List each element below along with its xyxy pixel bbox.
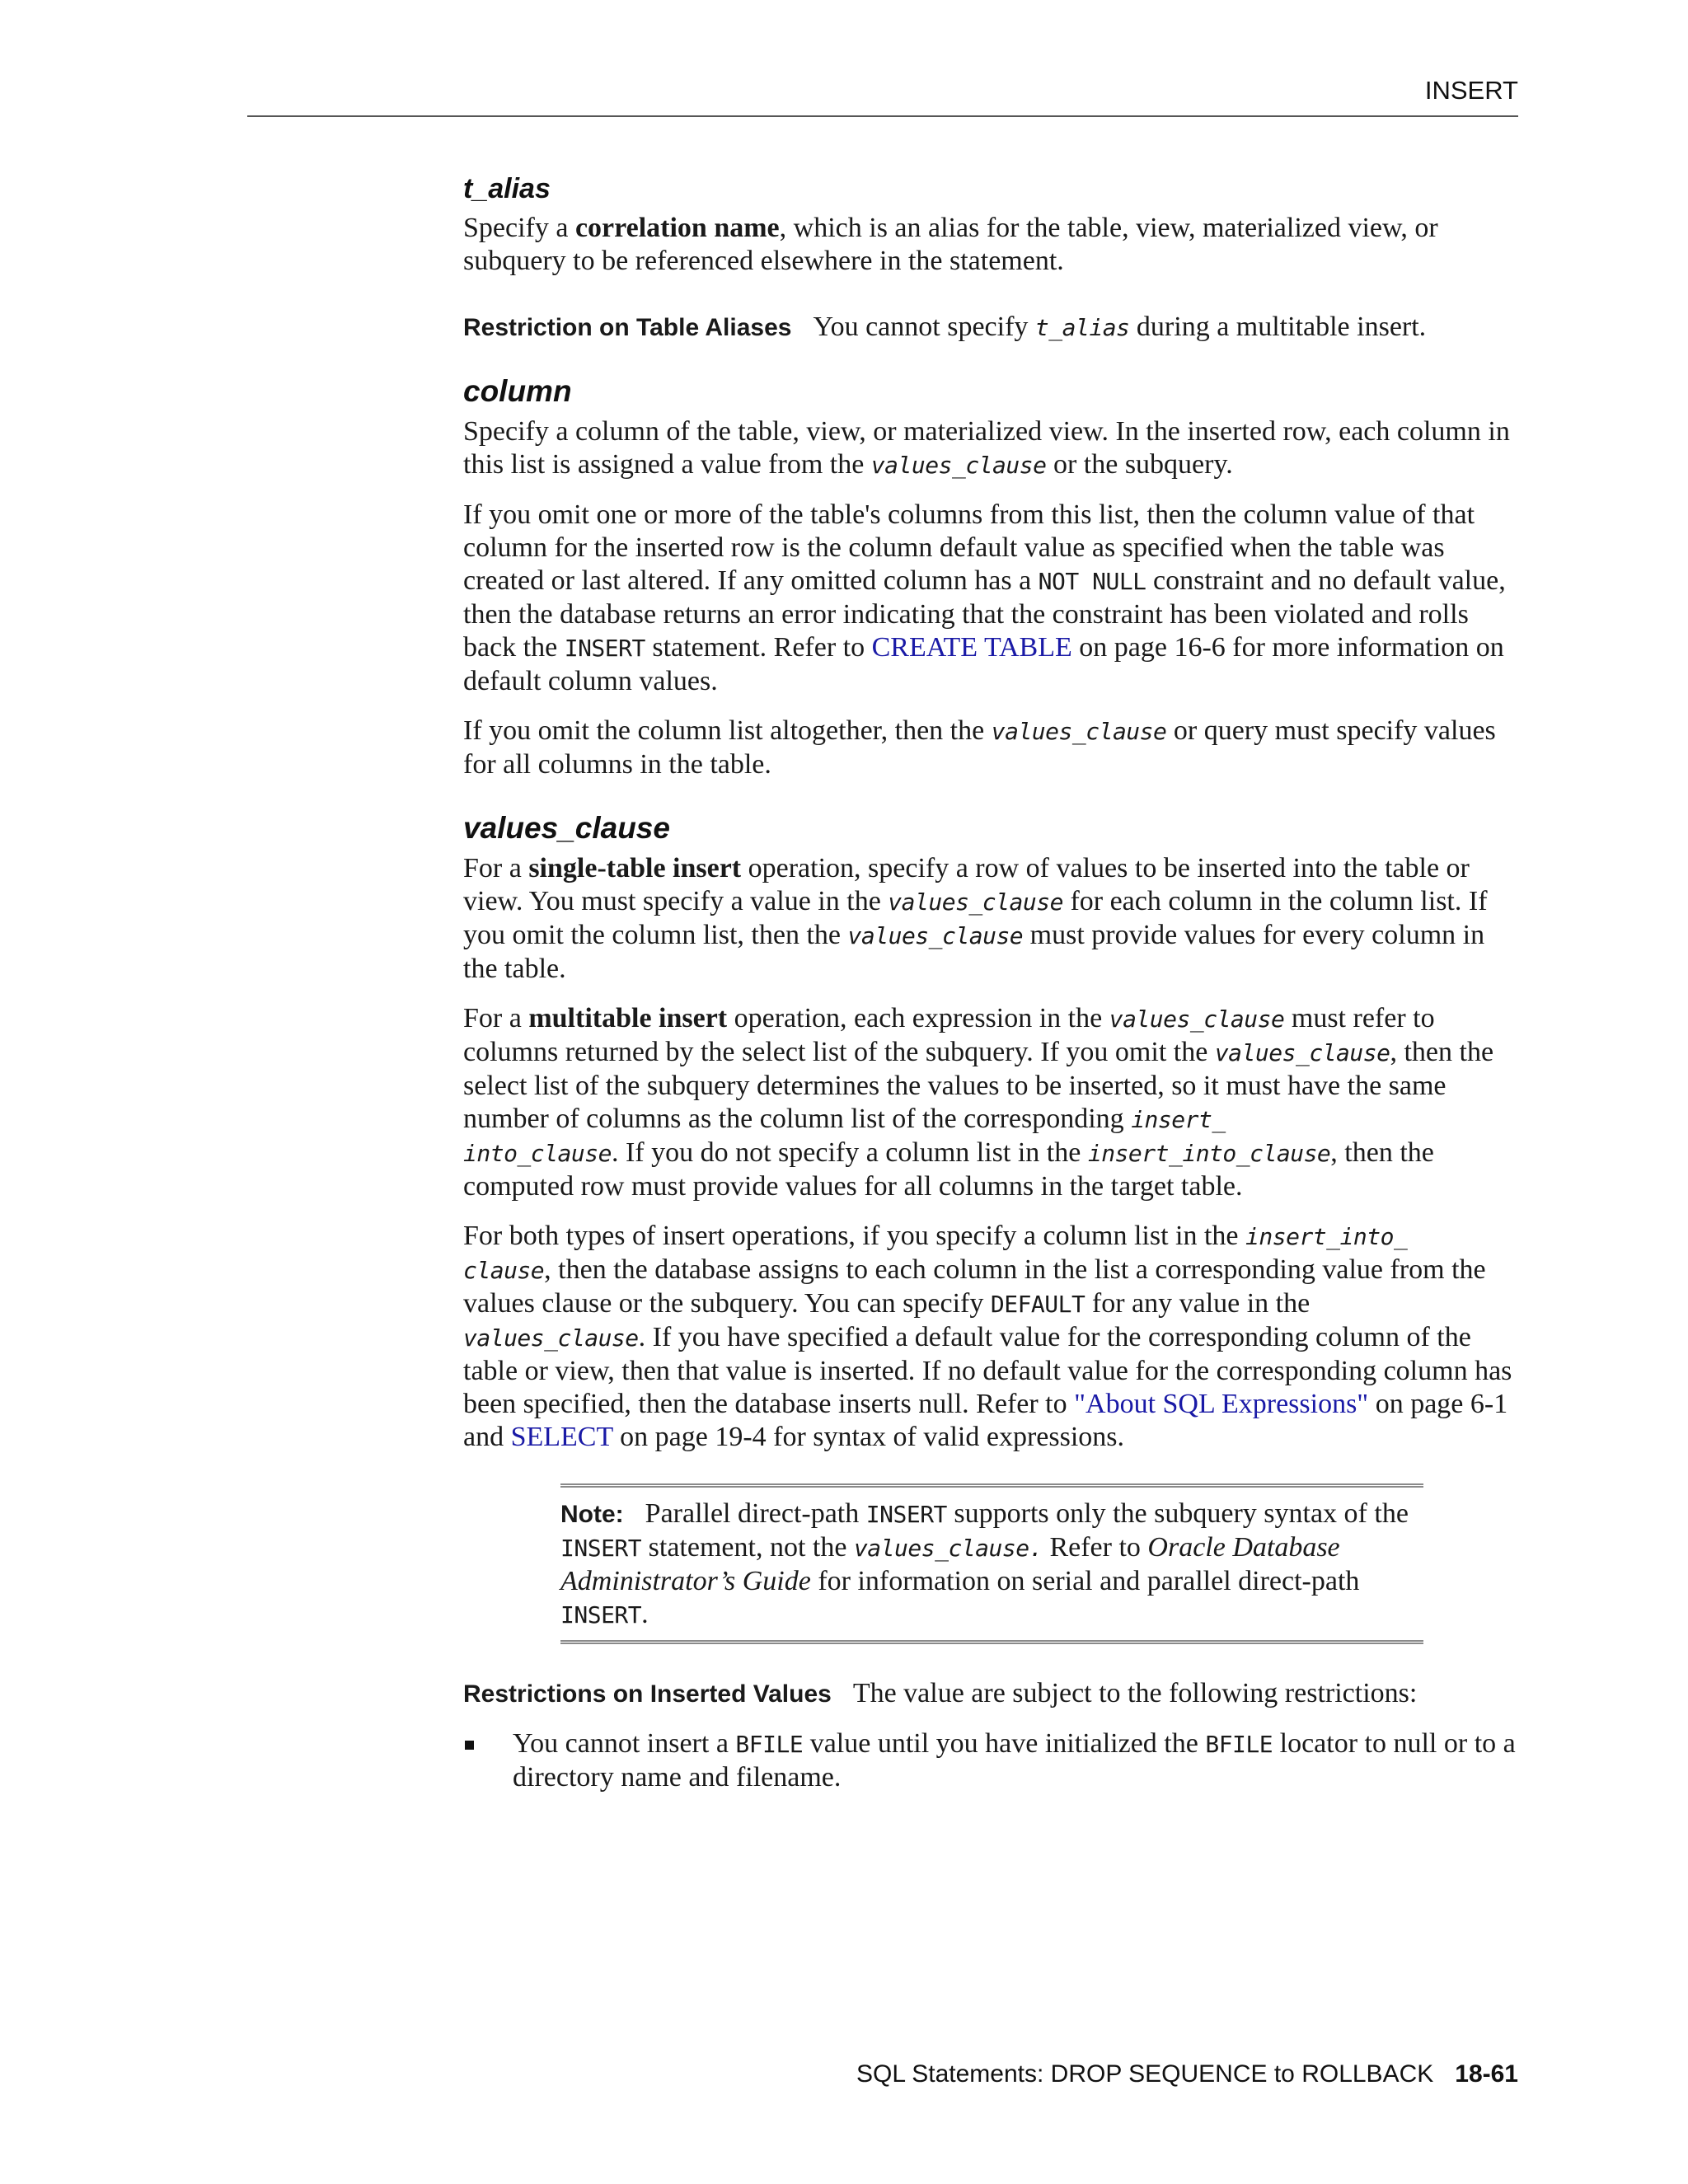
column-paragraph-2: If you omit one or more of the table's columns from this list, then the column value of that column for the inserted row is the column default value as specified when the table was created or last altered. If any omitted column has a NOT NULL constraint and no default value, then the database returns an error indicating that the constraint has been violated and rolls back the INSERT statement. Refer to CREATE TABLE on page 16-6 for more information on default column values. xyxy=(463,499,1506,696)
values-clause-paragraph-1: For a single-table insert operation, specify a row of values to be inserted into the table or view. You must specify a value in the values_clause for each column in the column list. If you omit the column list, then the values_clause must provide values for every column in the table. xyxy=(463,853,1488,984)
column-paragraph-1: Specify a column of the table, view, or materialized view. In the inserted row, each column in this list is assigned a value from the values_clause or the subquery. xyxy=(463,416,1510,480)
running-title: INSERT xyxy=(1424,76,1518,105)
footer-chapter-title: SQL Statements: DROP SEQUENCE to ROLLBACK xyxy=(856,2060,1434,2088)
t-alias-description: Specify a correlation name, which is an alias for the table, view, materialized view, or subquery to be referenced elsewhere in the statement. xyxy=(463,213,1438,276)
restrictions-heading: Restrictions on Inserted Values xyxy=(463,1680,832,1708)
bullet-icon xyxy=(465,1741,474,1750)
section-restrictions xyxy=(463,1677,1522,1794)
code-t-alias: t_alias xyxy=(1034,314,1130,341)
section-values-clause xyxy=(463,811,1522,1454)
column-paragraph-3: If you omit the column list altogether, then the values_clause or query must specify values for all columns in the table. xyxy=(463,715,1496,780)
link-about-sql-expressions[interactable]: "About SQL Expressions" xyxy=(1074,1389,1369,1419)
link-create-table[interactable]: CREATE TABLE xyxy=(871,632,1072,663)
term-correlation-name: correlation name xyxy=(574,213,780,243)
page-header xyxy=(247,73,1518,117)
section-t-alias xyxy=(463,173,1522,344)
section-column xyxy=(463,374,1522,781)
heading-t-alias: t_alias xyxy=(463,173,551,204)
values-clause-paragraph-2: For a multitable insert operation, each expression in the values_clause must refer to columns returned by the select list of the subquery. If you omit the values_clause, then the select list of the subquery determines the values to be inserted, so it must have the same number of columns as the column list of the corresponding insert_ into_clause. If you do not specify a column list in the insert_into_clause, then the computed row must provide values for all columns in the target table. xyxy=(463,1003,1494,1202)
heading-values-clause: values_clause xyxy=(463,811,670,845)
link-select[interactable]: SELECT xyxy=(510,1422,613,1452)
note-label: Note: xyxy=(560,1501,624,1528)
restriction-heading: Restriction on Table Aliases xyxy=(463,314,792,341)
page-number: 18-61 xyxy=(1455,2060,1518,2088)
values-clause-paragraph-3: For both types of insert operations, if you specify a column list in the insert_into_ clause, then the database assigns to each column in the list a corresponding value from the values clause or the subquery. You can specify DEFAULT for any value in the values_clause. If you have specified a default value for the corresponding column of the table or view, then that value is inserted. If no default value for the corresponding column has been specified, then the database inserts null. Refer to "About SQL Expressions" on page 6-1 and SELECT on page 19-4 for syntax of valid expressions. xyxy=(463,1221,1512,1452)
term-multitable-insert: multitable insert xyxy=(528,1003,728,1033)
page-footer xyxy=(856,2060,1518,2088)
guide-title: Oracle Database Administrator’s Guide xyxy=(560,1532,1340,1596)
restrictions-list xyxy=(463,1727,1522,1794)
t-alias-restriction: Restriction on Table Aliases You cannot specify t_alias during a multitable insert. xyxy=(463,312,1427,342)
document-body xyxy=(463,173,1522,1824)
note-text: Note: Parallel direct-path INSERT supports only the subquery syntax of the INSERT statement, not the values_clause. Refer to Oracle Database Administrator’s Guide for information on serial and parallel direct-path INSERT. xyxy=(560,1498,1409,1629)
note-box xyxy=(560,1483,1423,1644)
list-item: You cannot insert a BFILE value until you have initialized the BFILE locator to null or to a directory name and filename. xyxy=(463,1727,1522,1794)
term-single-table-insert: single-table insert xyxy=(528,853,742,883)
heading-column: column xyxy=(463,374,572,408)
restrictions-intro: Restrictions on Inserted Values The value are subject to the following restrictions: xyxy=(463,1678,1418,1708)
